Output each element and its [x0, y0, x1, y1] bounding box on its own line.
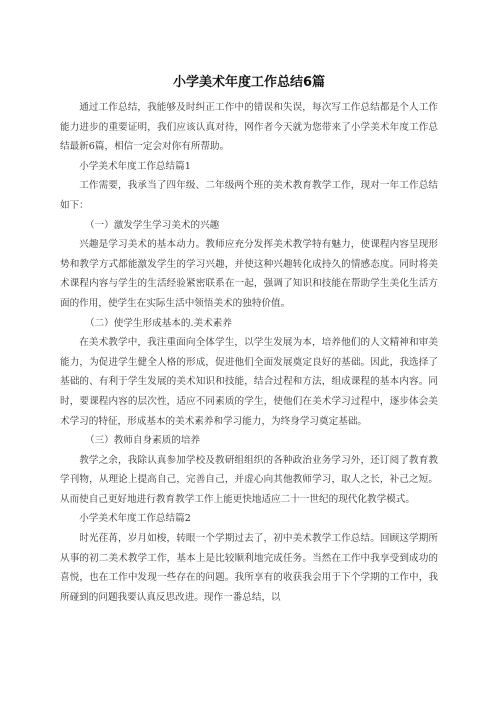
section-2-heading: （二）使学生形成基本的.美术素养 [84, 317, 232, 329]
section-2-paragraph: 在美术教学中，我注重面向全体学生，以学生发展为本，培养他们的人文精神和审美能力，为促进学生健全人格的形成，促进他们全面发展奠定良好的基础。因此，我选择了基础的、有利于学生发展的美术知识和技能，结合过程和方法，组成课程的基本内容。同时，要课程内容的层次性，适应不同素质的学生，使他们在美术学习过程中，逐步体会美术学习的特征，形成基本的美术素养和学习能力，为终身学习奠定基础。 [60, 337, 438, 427]
article-2-heading: 小学美术年度工作总结篇2 [79, 513, 191, 525]
article-2-paragraph: 时光荏苒，岁月如梭，转眼一个学期过去了，初中美术教学工作总结。回顾这学期所从事的初二美术教学工作，基本上是比较顺利地完成任务。当然在工作中我享受到成功的喜悦，也在工作中发现一些存在的问题。我所享有的收获我会用于下个学期的工作中，我所碰到的问题我要认真反思改进。现作一番总结，以 [60, 533, 438, 603]
document-page [60, 74, 438, 607]
section-3-paragraph: 教学之余，我除认真参加学校及教研组组织的各种政治业务学习外，还订阅了教育教学刊物，从理论上提高自己，完善自己，并虚心向其他教师学习，取人之长，补己之短。从而使自己更好地进行教育教学工作上能更快地适应二十一世纪的现代化教学模式。 [60, 454, 438, 505]
intro-paragraph: 通过工作总结，我能够及时纠正工作中的错误和失误，每次写工作总结都是个人工作能力进步的重要证明，我们应该认真对待，网作者今天就为您带来了小学美术年度工作总结最新6篇，相信一定会对你有所帮助。 [60, 102, 438, 153]
section-1-heading: （一）激发学生学习美术的兴趣 [84, 219, 220, 231]
section-1-paragraph: 兴趣是学习美术的基本动力。教师应充分发挥美术教学特有魅力，使课程内容呈现形势和教学方式都能激发学生的学习兴趣，并使这种兴趣转化成持久的情感态度。同时将美术课程内容与学生的生活经验紧密联系在一起，强调了知识和技能在帮助学生美化生活方面的作用，使学生在实际生活中领悟美术的独特价值。 [60, 239, 438, 309]
article-1-heading: 小学美术年度工作总结篇1 [79, 160, 191, 172]
article-1-paragraph: 工作需要，我承当了四年级、二年级两个班的美术教育教学工作，现对一年工作总结如下： [60, 180, 438, 211]
document-title: 小学美术年度工作总结6篇 [172, 75, 326, 90]
section-3-heading: （三）教师自身素质的培养 [84, 435, 201, 447]
